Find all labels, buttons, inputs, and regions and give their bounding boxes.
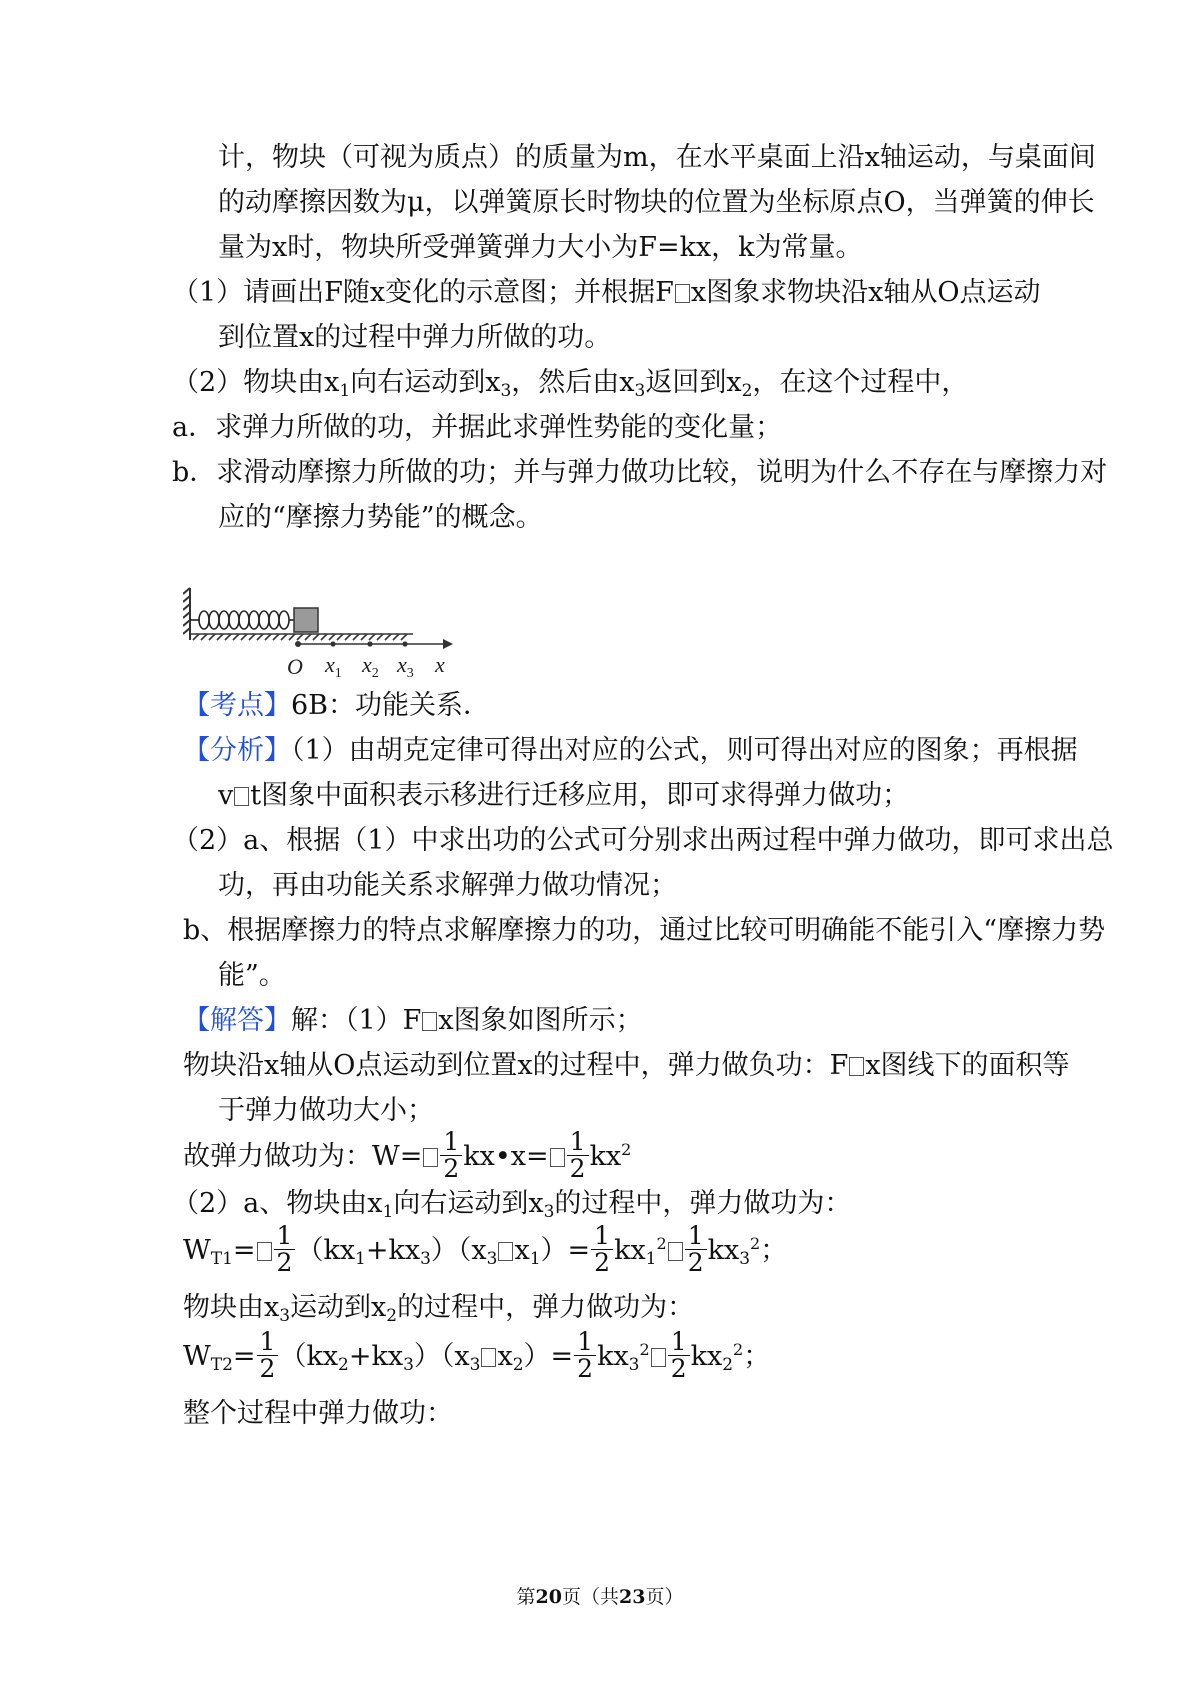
jieda-wt2-formula: $W_{T2}=$ $\frac{1}{2}$ $(kx_2+kx_3)(x_3$ $x_2)=$ $\frac{1}{2}$ $kx_3^2$ $\frac{1}{2}$ $kx_2^2$； [183,1327,771,1383]
problem-line-2: 的动摩擦因数为μ，以弹簧原长时物块的位置为坐标原点O，当弹簧的伸长 [218,187,1095,218]
missing-glyph-box [550,1148,565,1167]
x1-label: $x_1$ [325,652,342,681]
fraction-half: $\frac{1}{2}$ [685,1223,707,1276]
page-number: 20 [535,1586,562,1608]
question-1-cont: 到位置x的过程中弹力所做的功。 [218,322,612,353]
fraction-half: $\frac{1}{2}$ [567,1129,589,1182]
missing-glyph-box [498,1242,513,1261]
missing-glyph-box [675,284,690,303]
jieda-line-5: （2）a、物块由$x_1$向右运动到$x_3$的过程中，弹力做功为： [172,1188,852,1222]
spring-block-figure [183,578,483,690]
jieda-wt1-formula: $W_{T1}=$ $\frac{1}{2}$ $(kx_1+kx_3)(x_3$ $x_1)=$ $\frac{1}{2}$ $kx_1^2$ $\frac{1}{2}$ $kx_3^2$； [183,1221,788,1277]
jieda-line-1: 【解答】解：（1）F x图象如图所示； [183,1005,643,1036]
origin-label: O [287,654,303,679]
question-2b-cont: 应的“摩擦力势能”的概念。 [218,502,543,533]
question-1: （1）请画出F随x变化的示意图；并根据F x图象求物块沿x轴从O点运动 [172,277,1041,308]
kaodian-line: 【考点】6B：功能关系． [183,690,491,721]
question-2b: b．求滑动摩擦力所做的功；并与弹力做功比较，说明为什么不存在与摩擦力对 [172,457,1108,488]
fraction-half: $\frac{1}{2}$ [274,1223,296,1276]
jieda-work-formula: 故弹力做功为：W= $\frac{1}{2}$ kx•x= $\frac{1}{2}$ $kx^2$ [183,1127,632,1183]
missing-glyph-box [234,787,249,806]
missing-glyph-box [422,1012,437,1031]
jieda-line-2: 物块沿x轴从O点运动到位置x的过程中，弹力做负功：F x图线下的面积等 [183,1050,1070,1081]
fenxi-line-3: （2）a、根据（1）中求出功的公式可分别求出两过程中弹力做功，即可求出总 [172,825,1114,856]
x-axis [295,639,453,649]
fenxi-line-2: v t图象中面积表示移进行迁移应用，即可求得弹力做功； [218,780,910,811]
page-footer: 第20页（共23页） [516,1586,684,1608]
fraction-half: $\frac{1}{2}$ [668,1329,690,1382]
jieda-line-7: 物块由$x_3$运动到$x_2$的过程中，弹力做功为： [183,1292,695,1326]
x2-label: $x_2$ [362,652,379,681]
missing-glyph-box [849,1057,864,1076]
kaodian-tag: 【考点】 [183,690,291,721]
jieda-line-9: 整个过程中弹力做功： [183,1398,453,1429]
problem-line-3: 量为x时，物块所受弹簧弹力大小为F=kx，k为常量。 [218,232,863,263]
missing-glyph-box [481,1348,496,1367]
missing-glyph-box [668,1242,683,1261]
jieda-line-3: 于弹力做功大小； [218,1095,434,1126]
question-2: （2）物块由$x_1$向右运动到$x_3$，然后由$x_3$返回到$x_2$，在这个过程中， [172,367,969,401]
table-surface [190,634,413,640]
missing-glyph-box [651,1348,666,1367]
fenxi-line-1: 【分析】（1）由胡克定律可得出对应的公式，则可得出对应的图象；再根据 [183,735,1078,766]
x-axis-label: x [435,652,445,677]
fenxi-line-4: 功，再由功能关系求解弹力做功情况； [218,870,677,901]
wall [183,588,190,640]
missing-glyph-box [423,1148,438,1167]
missing-glyph-box [257,1242,272,1261]
page-total: 23 [619,1586,646,1608]
fraction-half: $\frac{1}{2}$ [440,1129,462,1182]
fenxi-tag: 【分析】 [183,735,291,766]
fraction-half: $\frac{1}{2}$ [591,1223,613,1276]
spring [190,611,294,629]
fraction-half: $\frac{1}{2}$ [257,1329,279,1382]
block [294,608,318,632]
question-2a: a．求弹力所做的功，并据此求弹性势能的变化量； [172,412,783,443]
fenxi-line-5: b、根据摩擦力的特点求解摩擦力的功，通过比较可明确能不能引入“摩擦力势 [183,915,1106,946]
problem-line-1: 计，物块（可视为质点）的质量为m，在水平桌面上沿x轴运动，与桌面间 [218,142,1096,173]
x3-label: $x_3$ [397,652,414,681]
fenxi-line-6: 能”。 [218,960,286,991]
fraction-half: $\frac{1}{2}$ [574,1329,596,1382]
jieda-tag: 【解答】 [183,1005,291,1036]
